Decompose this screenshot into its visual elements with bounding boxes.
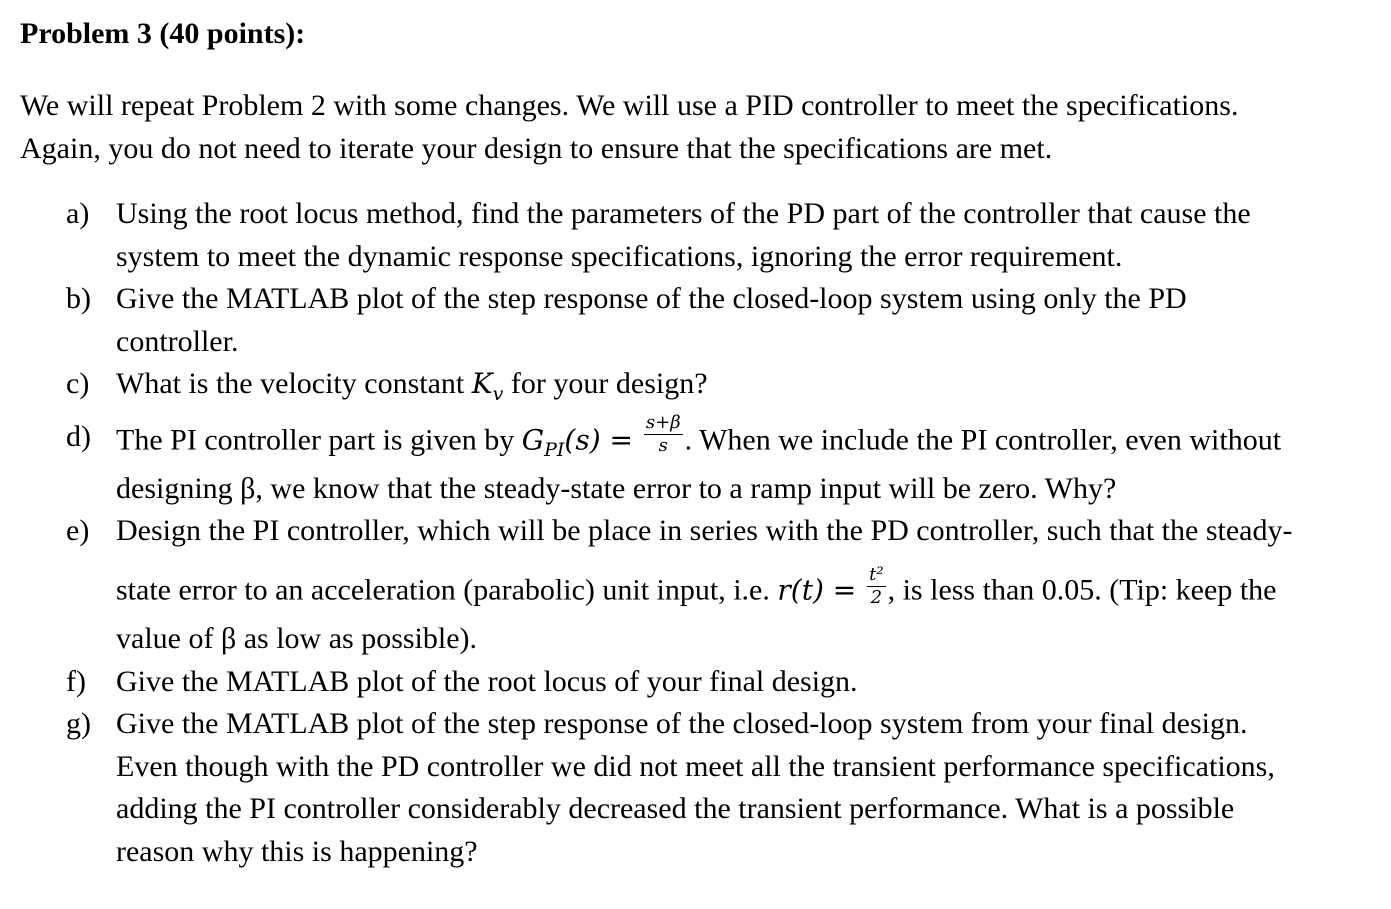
- item-g-label: g): [66, 707, 91, 740]
- velocity-constant-symbol: K: [471, 367, 493, 400]
- item-f-line-1: Give the MATLAB plot of the root locus of your final design.: [116, 665, 858, 698]
- item-e-line-3: value of β as low as possible).: [116, 622, 478, 655]
- item-g-line-1: Give the MATLAB plot of the step response of the closed-loop system from your final design.: [116, 707, 1248, 740]
- item-b-line-2: controller.: [116, 325, 239, 358]
- item-g-line-2: Even though with the PD controller we did not meet all the transient performance specifications,: [116, 750, 1275, 783]
- item-d-line-2: designing β, we know that the steady-state error to a ramp input will be zero. Why?: [116, 472, 1117, 505]
- item-g-line-3: adding the PI controller considerably decreased the transient performance. What is a possible: [116, 792, 1235, 825]
- item-a-label: a): [66, 197, 90, 230]
- item-b-label: b): [66, 282, 91, 315]
- pi-transfer-argument: (s) =: [564, 423, 642, 457]
- intro-line-2: Again, you do not need to iterate your design to ensure that the specifications are met.: [20, 132, 1053, 165]
- parabolic-fraction-denominator: 2: [870, 587, 883, 608]
- item-e-line-2-before: state error to an acceleration (parabolic) unit input, i.e.: [116, 573, 778, 607]
- problem-title: Problem 3 (40 points):: [20, 17, 306, 50]
- item-a-line-2: system to meet the dynamic response specifications, ignoring the error requirement.: [116, 240, 1123, 273]
- velocity-constant-subscript: v: [492, 383, 504, 405]
- intro-line-1: We will repeat Problem 2 with some changes. We will use a PID controller to meet the specifications.: [20, 89, 1239, 122]
- item-e-line-2-after: , is less than 0.05. (Tip: keep the: [887, 573, 1277, 607]
- item-c-text-before: What is the velocity constant: [116, 367, 472, 400]
- input-function: r(t) =: [777, 573, 866, 607]
- item-d-label: d): [66, 420, 91, 453]
- item-e-label: e): [66, 514, 90, 547]
- item-e-line-2: [116, 564, 1277, 615]
- item-f-label: f): [66, 665, 86, 698]
- item-g-line-4: reason why this is happening?: [116, 835, 478, 868]
- item-e-line-1: Design the PI controller, which will be place in series with the PD controller, such that the steady-: [116, 514, 1293, 547]
- parabolic-fraction: [867, 564, 885, 609]
- item-c-text-after: for your design?: [503, 367, 708, 400]
- item-b-line-1: Give the MATLAB plot of the step response of the closed-loop system using only the PD: [116, 282, 1187, 315]
- pi-fraction: [644, 412, 683, 457]
- item-c-label: c): [66, 367, 90, 400]
- item-d-line-1: [116, 412, 1282, 465]
- intro-paragraph: [20, 84, 1370, 170]
- pi-fraction-numerator: s+β: [645, 412, 681, 433]
- pi-transfer-subscript: PI: [544, 439, 565, 462]
- item-d-text-after: . When we include the PI controller, even without: [684, 423, 1282, 457]
- pi-transfer-symbol: G: [521, 423, 545, 457]
- pi-fraction-denominator: s: [658, 435, 668, 456]
- parabolic-fraction-numerator: t²: [869, 564, 884, 585]
- item-d-text-before: The PI controller part is given by: [116, 423, 522, 457]
- item-a-line-1: Using the root locus method, find the parameters of the PD part of the controller that cause the: [116, 197, 1251, 230]
- item-c-line-1: [116, 367, 708, 405]
